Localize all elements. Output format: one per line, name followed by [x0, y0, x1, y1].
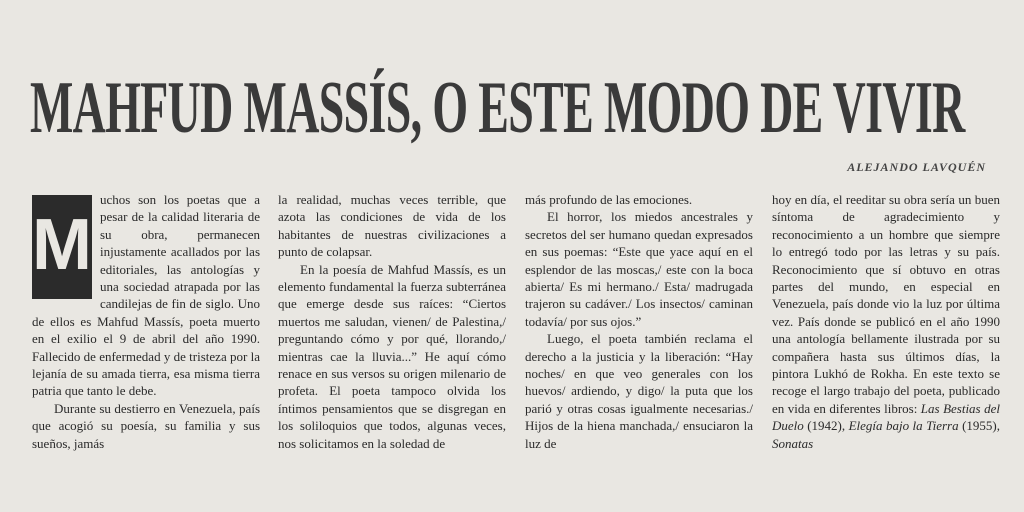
paragraph-text: hoy en día, el reeditar su obra sería un buen síntoma de agradecimiento y reconocimiento a un hombre que siempre lo entregó todo por las letras y su país. Reconocimiento que sí obtuvo en otras partes del mundo, en especial en Venezuela, país donde vio la luz por última vez. País donde se publicó en el año 1990 una antología bellamente ilustrada por su compañera hasta sus últimos días, la pintora Lukhó de Rokha. En este texto se recoge el largo trabajo del poeta, publicado en vida en diferentes libros: — [772, 192, 1000, 416]
column-3 — [525, 191, 753, 512]
paragraph: En la poesía de Mahfud Massís, es un elemento fundamental la fuerza subterránea que emerge desde sus raíces: “Ciertos muertos me saludan, vienen/ de Palestina,/ preguntando cómo y por qué, llorando,/ mientras cae la lluvia...” He aquí cómo renace en sus versos su origen milenario de profeta. El poeta tampoco olvida los íntimos pensamientos que se disgregan en los soliloquios que todos, algunas veces, nos solicitamos en la soledad de — [278, 261, 506, 451]
column-1 — [32, 191, 260, 512]
paragraph: la realidad, muchas veces terrible, que azota las condiciones de vida de los habitantes de nuestras civilizaciones a punto de colapsar. — [278, 192, 506, 260]
column-2 — [278, 191, 506, 512]
paragraph: El horror, los miedos ancestrales y secretos del ser humano quedan expresados en sus poemas: “Este que yace aquí en el esplendor de las moscas,/ este con la boca abierta/ Es mi hermano./ Esta/ madrugada trajeron su cadáver./ Los insectos/ caminan todavía/ por sus ojos.” — [525, 209, 753, 329]
drop-cap: M — [32, 195, 92, 299]
paragraph: Durante su destierro en Venezuela, país que acogió su poesía, su familia y sus sueños, jamás — [32, 400, 260, 451]
headline: MAHFUD MASSÍS, O ESTE MODO DE VIVIR — [30, 67, 965, 149]
paragraph-text: uchos son los poetas que a pesar de la calidad literaria de su obra, permanecen injustamente acallados por las editoriales, las antologías y una sociedad atrapada por las candilejas de fin de siglo. Uno de ellos es Mahfud Massís, poeta muerto en el exilio el 9 de abril del año 1990. Fallecido de enfermedad y de tristeza por la lejanía de su amada tierra, esa misma tierra patria que tanto le debe. — [32, 192, 260, 399]
paragraph-text: (1942), — [803, 418, 849, 434]
byline: ALEJANDO LAVQUÉN — [847, 160, 986, 174]
book-title: Sonatas — [772, 435, 814, 451]
paragraph — [772, 191, 1000, 452]
paragraph-text: (1955), — [958, 418, 1000, 434]
paragraph — [32, 191, 260, 400]
book-title: Elegía bajo la Tierra — [848, 418, 959, 434]
book-title: Las Bestias del Duelo — [772, 400, 1000, 434]
paragraph: Luego, el poeta también reclama el derecho a la justicia y la liberación: “Hay noches/ en que veo generales con los huevos/ ardiendo, y digo/ la puta que los parió y otras cosas igualmente necesarias./ Hijos de la hiena manchada,/ ensuciaron la luz de — [525, 331, 753, 451]
paragraph: más profundo de las emociones. — [525, 192, 693, 207]
column-4 — [772, 191, 1000, 512]
